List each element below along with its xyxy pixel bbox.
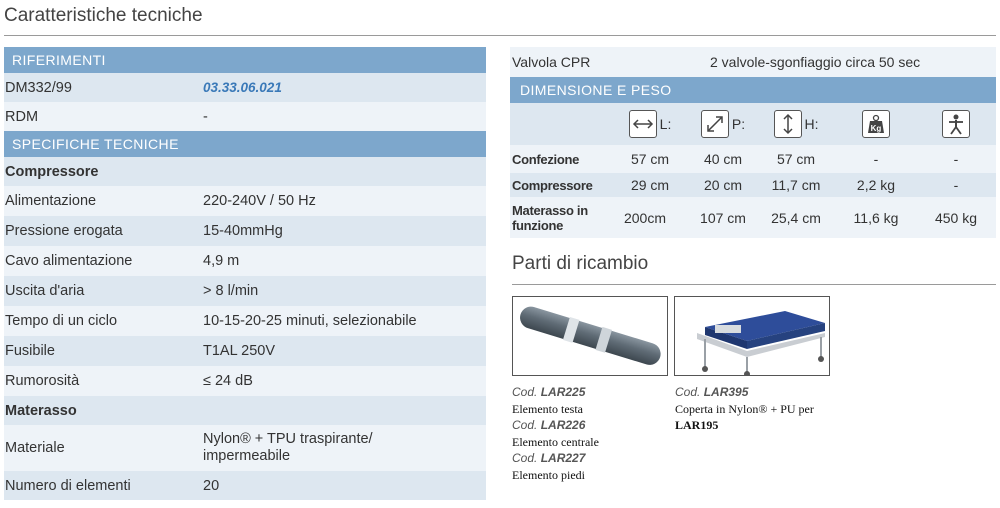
title-divider xyxy=(4,35,996,36)
row-value: > 8 l/min xyxy=(203,283,259,299)
table-row xyxy=(4,471,486,500)
row-label: Compressore xyxy=(512,177,593,193)
person-load-icon xyxy=(942,110,970,138)
row-value: 57 cm xyxy=(776,151,816,167)
table-row xyxy=(4,246,486,276)
row-value: 10-15-20-25 minuti, selezionabile xyxy=(203,313,417,329)
row-label: Cavo alimentazione xyxy=(5,253,133,269)
table-row xyxy=(4,366,486,396)
row-value: 11,6 kg xyxy=(853,209,899,226)
parts-caption-a xyxy=(512,384,672,483)
air-cell-image xyxy=(512,296,668,376)
table-row xyxy=(4,186,486,216)
part-desc: Elemento testa xyxy=(512,401,583,416)
specifiche-header: SPECIFICHE TECNICHE xyxy=(4,131,486,157)
parts-divider xyxy=(512,284,996,285)
table-row xyxy=(4,306,486,336)
depth-arrow-icon xyxy=(701,110,729,138)
row-value: 11,7 cm xyxy=(771,177,821,193)
row-label: Numero di elementi xyxy=(5,477,131,494)
part-item: Cod. LAR227 xyxy=(512,451,586,465)
width-label: L: xyxy=(659,116,672,132)
row-value: - xyxy=(953,151,959,167)
parts-caption-b xyxy=(675,384,855,434)
row-value: T1AL 250V xyxy=(203,343,276,359)
part-desc: Elemento piedi xyxy=(512,467,585,482)
dimension-table xyxy=(510,47,996,238)
section-title-materasso: Materasso xyxy=(4,396,486,425)
part-code: LAR226 xyxy=(540,418,586,432)
page-title: Caratteristiche tecniche xyxy=(4,5,203,26)
section-title-compressore: Compressore xyxy=(4,157,486,186)
table-row xyxy=(510,145,996,173)
table-row xyxy=(4,216,486,246)
row-value: Nylon® + TPU traspirante/ impermeabile xyxy=(203,431,373,464)
height-label: H: xyxy=(804,116,819,132)
row-value: ≤ 24 dB xyxy=(203,373,253,389)
row-value: 03.33.06.021 xyxy=(203,80,282,95)
row-value: 25,4 cm xyxy=(771,209,821,226)
row-value: 2,2 kg xyxy=(856,177,896,193)
row-label: Uscita d'aria xyxy=(5,283,85,299)
row-value: - xyxy=(873,151,879,167)
row-label: RDM xyxy=(5,108,39,125)
row-label: Tempo di un ciclo xyxy=(5,313,118,329)
row-value: 450 kg xyxy=(934,209,978,226)
row-label: Alimentazione xyxy=(5,193,97,209)
row-value: 4,9 m xyxy=(203,253,240,269)
row-label: Fusibile xyxy=(5,343,55,359)
row-value: 220-240V / 50 Hz xyxy=(203,193,316,209)
table-row xyxy=(4,276,486,306)
valvola-row xyxy=(510,47,996,77)
part-code: LAR395 xyxy=(703,385,749,399)
row-value: 29 cm xyxy=(630,177,670,193)
row-label: Materasso in funzione xyxy=(512,202,588,233)
weight-kg-icon xyxy=(862,110,890,138)
part-code: LAR227 xyxy=(540,451,586,465)
row-label: Pressione erogata xyxy=(5,223,123,239)
row-label: Confezione xyxy=(512,151,580,167)
svg-text:Kg: Kg xyxy=(870,124,882,133)
row-value: 107 cm xyxy=(700,209,746,226)
row-label: DM332/99 xyxy=(5,79,72,96)
height-arrow-icon xyxy=(774,110,802,138)
dimensione-header: DIMENSIONE E PESO xyxy=(510,77,996,103)
row-value: - xyxy=(953,177,959,193)
valvola-label: Valvola CPR xyxy=(512,54,591,70)
part-item: Cod. LAR225 xyxy=(512,385,586,399)
parts-title: Parti di ricambio xyxy=(512,253,649,274)
part-desc: Coperta in Nylon® + PU per xyxy=(675,401,814,416)
spec-table xyxy=(4,47,486,500)
part-desc: LAR195 xyxy=(675,418,719,432)
row-value: 20 xyxy=(203,477,220,494)
row-value: 57 cm xyxy=(630,151,670,167)
row-value: 200cm xyxy=(623,209,667,226)
part-item: Cod. LAR395 xyxy=(675,385,749,399)
row-label: Rumorosità xyxy=(5,373,80,389)
part-code: LAR225 xyxy=(540,385,586,399)
row-value: 15-40mmHg xyxy=(203,223,283,239)
row-value: - xyxy=(203,108,208,125)
table-row xyxy=(510,173,996,197)
icon-row xyxy=(510,103,996,145)
row-value: 40 cm xyxy=(703,151,743,167)
row-value: 20 cm xyxy=(703,177,743,193)
riferimenti-header: RIFERIMENTI xyxy=(4,47,486,73)
part-item: Cod. LAR226 xyxy=(512,418,586,432)
part-desc: Elemento centrale xyxy=(512,434,599,449)
table-row xyxy=(4,102,486,131)
table-row xyxy=(4,425,486,471)
width-arrow-icon xyxy=(629,110,657,138)
valvola-value: 2 valvole-sgonfiaggio circa 50 sec xyxy=(710,54,921,70)
table-row xyxy=(4,73,486,102)
table-row xyxy=(510,197,996,238)
row-label: Materiale xyxy=(5,439,65,456)
depth-label: P: xyxy=(731,116,746,132)
table-row xyxy=(4,336,486,366)
mattress-cover-image xyxy=(674,296,830,376)
